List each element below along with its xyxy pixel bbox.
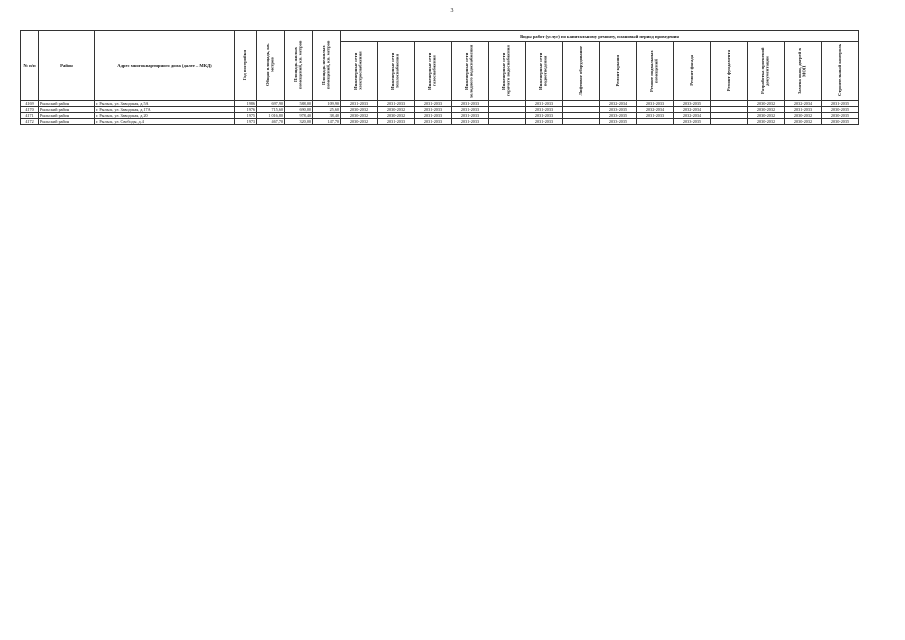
table-cell: 2031-2033 — [341, 101, 378, 107]
table-cell: 2030-2035 — [822, 107, 859, 113]
table-cell — [489, 119, 526, 125]
table-cell: 4172 — [21, 119, 39, 125]
table-cell: 2031-2033 — [378, 119, 415, 125]
table-cell: г. Рыльск, ул. Заводская, д.17А — [95, 107, 235, 113]
table-cell: 2031-2033 — [637, 101, 674, 107]
column-header: Инженерные сети электроснабжения — [341, 42, 378, 101]
table-cell — [563, 119, 600, 125]
table-cell: 2032-2034 — [785, 101, 822, 107]
table-cell: 1986 — [235, 101, 257, 107]
table-cell: 690,00 — [285, 107, 313, 113]
table-cell: 2030-2032 — [748, 113, 785, 119]
table-cell: г. Рыльск, ул. Заводская, д.5А — [95, 101, 235, 107]
column-header: Инженерные сети водоотведения — [526, 42, 563, 101]
column-header: Адрес многоквартирного дома (далее – МКД) — [95, 31, 235, 101]
table-cell: 2032-2034 — [674, 113, 711, 119]
table-cell: 4171 — [21, 113, 39, 119]
column-header: Площадь нежилых помещений, кв. метров — [313, 31, 341, 101]
column-header: Строительный контроль — [822, 42, 859, 101]
table-cell: 147,70 — [313, 119, 341, 125]
table-cell: 697,90 — [257, 101, 285, 107]
table-cell: 2031-2033 — [415, 101, 452, 107]
table-cell: 2031-2033 — [785, 107, 822, 113]
table-cell: 109,90 — [313, 101, 341, 107]
column-header: Район — [39, 31, 95, 101]
table-cell: Рыльский район — [39, 107, 95, 113]
column-header: Инженерные сети горячего водоснабжения — [489, 42, 526, 101]
column-header: Инженерные сети теплоснабжения — [378, 42, 415, 101]
work-types-group-header: Виды работ (услуг) по капитальному ремонту, плановый период проведения — [341, 31, 859, 42]
column-header: Замена окон, дверей в МОП — [785, 42, 822, 101]
table-cell: 4169 — [21, 101, 39, 107]
column-header: Ремонт подвальных помещений — [637, 42, 674, 101]
table-cell: 2031-2033 — [415, 119, 452, 125]
table-cell: 2033-2035 — [674, 101, 711, 107]
table-cell: 1976 — [235, 107, 257, 113]
table-cell: 2030-2035 — [822, 113, 859, 119]
capital-repair-schedule-table — [20, 30, 859, 125]
column-header: Общая площадь, кв. метров — [257, 31, 285, 101]
table-cell: 1975 — [235, 113, 257, 119]
table-cell: 25,60 — [313, 107, 341, 113]
table-cell: 2033-2035 — [674, 119, 711, 125]
table-cell: Рыльский район — [39, 113, 95, 119]
table-cell — [711, 119, 748, 125]
table-cell: 2031-2033 — [637, 113, 674, 119]
header-row — [21, 31, 859, 42]
table-cell: 4170 — [21, 107, 39, 113]
table-cell: 588,00 — [285, 101, 313, 107]
table-cell: 1973 — [235, 119, 257, 125]
table-cell: 2031-2033 — [452, 119, 489, 125]
table-cell: 2030-2035 — [822, 119, 859, 125]
table-cell: 320,00 — [285, 119, 313, 125]
column-header: Ремонт крыши — [600, 42, 637, 101]
table-cell: 2030-2032 — [341, 113, 378, 119]
table-cell: 2031-2033 — [526, 101, 563, 107]
table-cell: 2031-2033 — [452, 113, 489, 119]
page-number: 3 — [450, 8, 454, 14]
table-cell: 2031-2033 — [452, 107, 489, 113]
table-cell: 2031-2033 — [526, 107, 563, 113]
table-cell: 2030-2032 — [748, 119, 785, 125]
table-cell: 38,40 — [313, 113, 341, 119]
column-header: Разработка проектной документации — [748, 42, 785, 101]
table-cell: 2031-2033 — [415, 107, 452, 113]
table-cell: г. Рыльск, ул. Заводская, д.20 — [95, 113, 235, 119]
table-cell: 2032-2034 — [637, 107, 674, 113]
table-cell: 2030-2032 — [341, 119, 378, 125]
table-row — [21, 119, 859, 125]
table-cell: 2031-2033 — [415, 113, 452, 119]
table-cell: 2032-2034 — [600, 101, 637, 107]
table-cell: 2030-2032 — [748, 101, 785, 107]
column-header: Инженерные сети холодного водоснабжения — [452, 42, 489, 101]
table-cell: г. Рыльск, ул. Свободы, д.4 — [95, 119, 235, 125]
table-cell: 2031-2035 — [822, 101, 859, 107]
table-cell: 2030-2032 — [341, 107, 378, 113]
column-header: Ремонт фундамента — [711, 42, 748, 101]
column-header: Площадь жилых помещений, кв. метров — [285, 31, 313, 101]
table-cell: Рыльский район — [39, 101, 95, 107]
table-cell: 715,60 — [257, 107, 285, 113]
table-cell: 2033-2035 — [600, 107, 637, 113]
table-cell: 978,40 — [285, 113, 313, 119]
table-cell: 2032-2034 — [674, 107, 711, 113]
table-cell — [637, 119, 674, 125]
column-header: Лифтовое оборудование — [563, 42, 600, 101]
table-cell: 2033-2035 — [600, 119, 637, 125]
column-header: № п/п — [21, 31, 39, 101]
column-header: Инженерные сети газоснабжения — [415, 42, 452, 101]
table-cell: 2033-2035 — [600, 113, 637, 119]
table-cell: 467,70 — [257, 119, 285, 125]
table-cell: 2030-2032 — [378, 107, 415, 113]
table-cell: 2031-2033 — [452, 101, 489, 107]
table-cell: 2031-2033 — [526, 119, 563, 125]
table-cell: Рыльский район — [39, 119, 95, 125]
table-cell: 2030-2032 — [785, 113, 822, 119]
column-header: Год постройки — [235, 31, 257, 101]
table-cell: 2030-2032 — [785, 119, 822, 125]
table-cell: 2031-2033 — [378, 101, 415, 107]
table-cell: 1 016,80 — [257, 113, 285, 119]
table-cell: 2030-2032 — [378, 113, 415, 119]
table-cell: 2031-2033 — [526, 113, 563, 119]
table-cell: 2030-2032 — [748, 107, 785, 113]
column-header: Ремонт фасада — [674, 42, 711, 101]
